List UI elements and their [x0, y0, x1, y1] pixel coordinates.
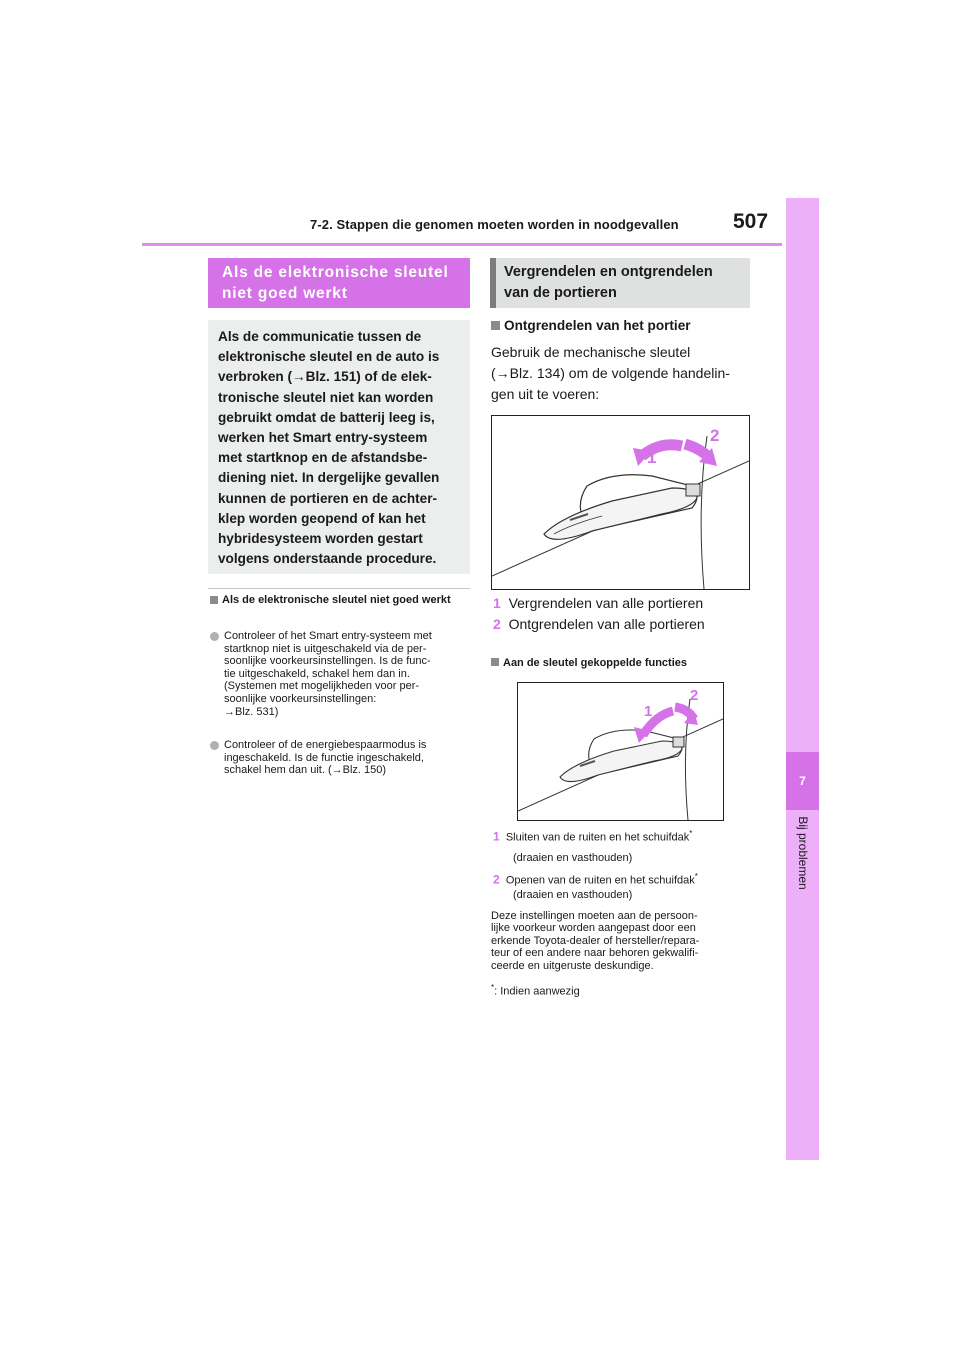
right-heading-line: van de portieren	[504, 285, 617, 301]
page-number: 507	[733, 210, 769, 233]
left-subsection-title	[210, 594, 468, 607]
bullet-text: Controleer of het Smart entry-systeem met startknop niet is uitgeschakeld via de per- soonlijke voorkeursinstellingen. Is de func- tie uitgeschakeld, schakel hem dan in. (Systemen met mogelijkheden voor per- soonlijke voorkeursinstellingen: →Blz. 531)	[224, 630, 432, 718]
figure2-caption	[493, 870, 698, 902]
caption-number: 2	[493, 616, 501, 632]
caption-text: Sluiten van de ruiten en het schuifdak	[505, 831, 690, 844]
bullet-item	[210, 630, 470, 718]
footnote-mark: *	[491, 983, 495, 992]
bullet-dot-icon	[210, 632, 219, 641]
figure-label-2: 2	[710, 426, 720, 445]
intro-line: volgens onderstaande procedure.	[218, 551, 437, 567]
intro-box	[208, 320, 470, 574]
chapter-label: Bij problemen	[796, 816, 810, 890]
chapter-tab	[786, 198, 819, 1160]
right-section-heading	[490, 258, 750, 308]
intro-line: hybridesysteem worden gestart	[218, 531, 423, 547]
chapter-number: 7	[799, 774, 806, 788]
caption-text: Ontgrendelen van alle portieren	[508, 616, 705, 632]
square-bullet-icon	[491, 658, 499, 666]
figure-label-1: 1	[647, 448, 657, 467]
caption-mark: *	[694, 872, 698, 881]
intro-line: tronische sleutel niet kan worden	[218, 389, 434, 405]
figure2-caption	[493, 827, 692, 865]
intro-line: gebruikt omdat de batterij leeg is,	[218, 409, 435, 425]
caption-mark: *	[689, 829, 693, 838]
square-bullet-icon	[491, 321, 500, 330]
bullet-text: Controleer of de energiebespaarmodus is ingeschakeld. Is de functie ingeschakeld, schakel hem dan uit. (→Blz. 150)	[224, 739, 427, 777]
caption-text: Vergrendelen van alle portieren	[508, 595, 704, 611]
caption-number: 1	[493, 829, 500, 844]
intro-line: Als de communicatie tussen de	[218, 329, 422, 344]
right-heading-line: Vergrendelen en ontgrendelen	[504, 264, 713, 280]
caption-text: Openen van de ruiten en het schuifdak	[505, 874, 695, 887]
left-section-heading: Als de elektronische sleutel niet goed werkt	[208, 258, 470, 308]
intro-line: elektronische sleutel en de auto is	[218, 349, 440, 365]
figure1-caption	[493, 593, 703, 613]
left-subsection-title-text: Als de elektronische sleutel niet goed werkt	[222, 594, 451, 606]
right-subsection1-title	[491, 318, 691, 333]
intro-line: met startknop en de afstandsbe-	[218, 450, 428, 466]
section-title: 7-2. Stappen die genomen moeten worden in noodgevallen	[310, 217, 679, 232]
chapter-number-box	[786, 752, 819, 810]
caption-number: 1	[493, 595, 501, 611]
bullet-item	[210, 739, 470, 777]
door-handle-figure-1	[491, 415, 750, 590]
right-subsection2-title	[491, 657, 687, 669]
intro-line: verbroken (→Blz. 151) of de elek-	[218, 369, 432, 385]
caption-number: 2	[493, 872, 500, 887]
figure-label-1: 1	[644, 703, 653, 720]
intro-line: klep worden geopend of kan het	[218, 510, 426, 526]
caption-note: (draaien en vasthouden)	[513, 851, 633, 864]
footnote	[491, 983, 580, 998]
intro-line: kunnen de portieren en de achter-	[218, 490, 438, 506]
right-subsection2-title-text: Aan de sleutel gekoppelde functies	[503, 657, 687, 669]
separator	[208, 588, 470, 589]
right-subsection1-body: Gebruik de mechanische sleutel (→Blz. 134) om de volgende handelin- gen uit te voeren:	[491, 344, 730, 402]
figure1-caption	[493, 614, 705, 634]
right-subsection1-title-text: Ontgrendelen van het portier	[504, 318, 691, 333]
footnote-text: : Indien aanwezig	[494, 985, 580, 998]
bullet-dot-icon	[210, 741, 219, 750]
caption-note: (draaien en vasthouden)	[513, 888, 633, 901]
door-handle-figure-2	[517, 682, 724, 821]
figure-label-2: 2	[690, 687, 699, 704]
header-divider	[142, 243, 782, 246]
square-bullet-icon	[210, 596, 218, 604]
settings-note: Deze instellingen moeten aan de persoon- lijke voorkeur worden aangepast door een erkende Toyota-dealer of hersteller/repara- teur of een andere naar behoren gekwalifi- ceerde en uitgeruste deskundige.	[491, 910, 700, 972]
intro-line: diening niet. In dergelijke gevallen	[218, 470, 440, 486]
intro-line: werken het Smart entry-systeem	[218, 430, 428, 446]
